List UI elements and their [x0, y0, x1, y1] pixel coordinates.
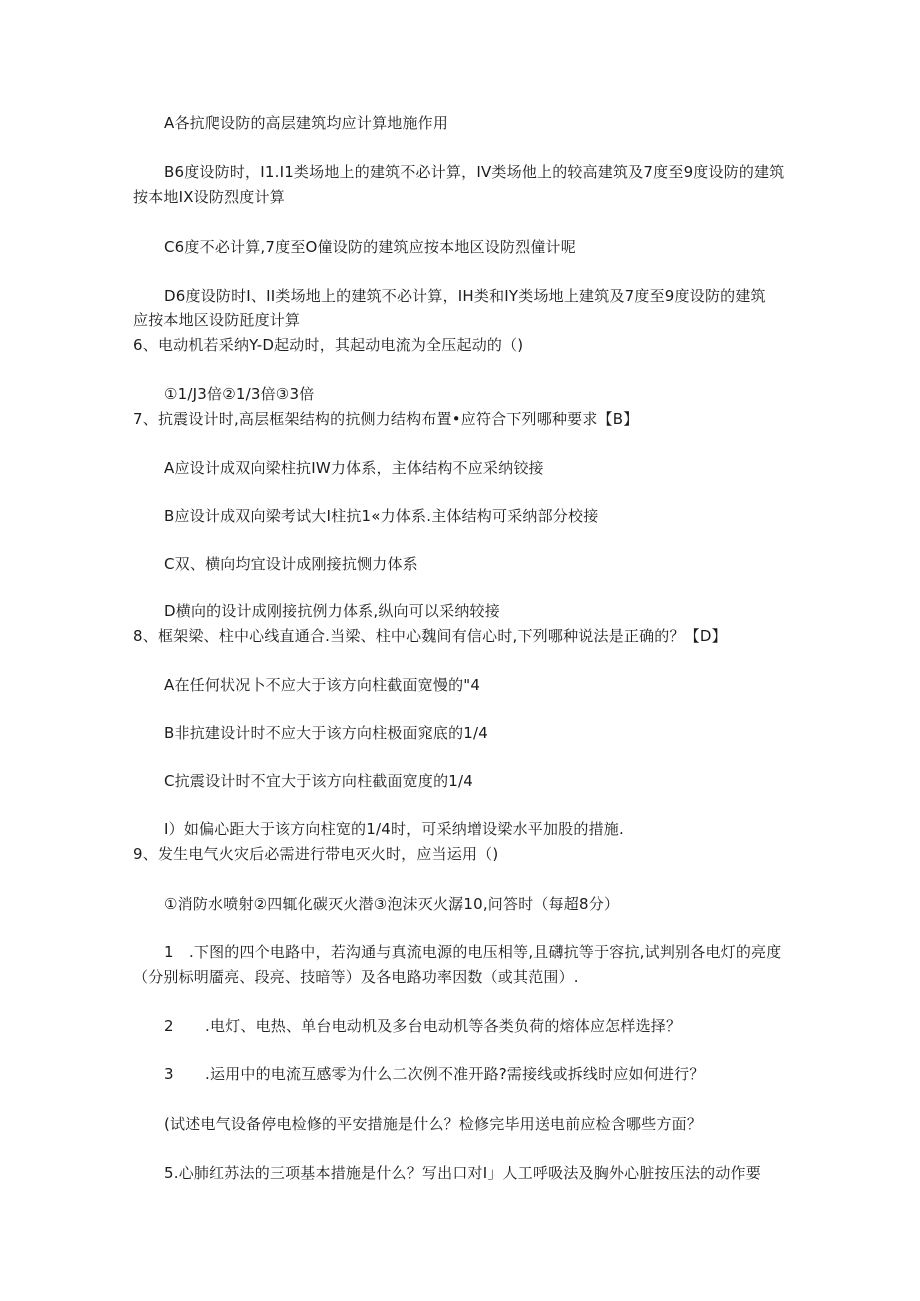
essay-question-3: .运用中的电流互感零为什么二次例不准开路?需接线或拆线时应如何进行？ [205, 1065, 705, 1083]
question-8-option-c: C抗震设计时不宜大于该方向柱截面宽度的1/4 [164, 772, 474, 790]
question-7-option-c: C双、横向均宜设计成刚接抗恻力体系 [164, 555, 418, 573]
question-9-options: ①消防水喷射②四辄化碳灭火潜③泡沫灭火潺10,问答时（每超8分） [164, 895, 620, 913]
option-d-continuation: 应按本地区设防瓩度计算 [133, 311, 301, 329]
question-7: 7、抗震设计时,高层框架结构的抗侧力结构布置•应符合下列哪种要求【B】 [133, 410, 639, 428]
question-6: 6、电动机若采纳Y-D起动时，其起动电流为全压起动的（) [133, 336, 524, 354]
question-7-option-d: D横向的设计成刚接抗例力体系,纵向可以采纳较接 [164, 602, 500, 620]
essay-question-2-number: 2 [164, 1017, 174, 1035]
essay-question-4: (试述电气设备停电检修的平安措施是什么？检修完毕用送电前应检含哪些方面？ [164, 1115, 703, 1133]
question-7-option-b: B应设计成双向梁考试大I柱抗1«力体系.主体结构可采纳部分校接 [164, 507, 599, 525]
option-b-continuation: 按本地IX设防烈度计算 [133, 188, 285, 206]
question-9: 9、发生电气火灾后必需进行带电灭火时，应当运用（) [133, 845, 499, 863]
question-6-options: ①1/J3倍②1/3倍③3倍 [164, 385, 315, 403]
option-b-text: B6度设防时，I1.I1类场地上的建筑不必计算，IV类场他上的较高建筑及7度至9度设防的建筑 [164, 163, 785, 181]
option-d-text: D6度设防时I、II类场地上的建筑不必计算，IH类和IY类场地上建筑及7度至9度设防的建筑 [164, 287, 766, 305]
essay-question-1-continuation: （分别标明靥亮、段亮、技暗等）及各电路功率因数（或其范围）. [133, 968, 579, 986]
essay-question-3-number: 3 [164, 1065, 174, 1083]
option-a-text: A各抗爬设防的高层建筑均应计算地施作用 [164, 114, 449, 132]
essay-question-2: .电灯、电热、单台电动机及多台电动机等各类负荷的熔体应怎样选择？ [205, 1017, 682, 1035]
question-8-option-d: I）如偏心距大于该方向柱宽的1/4时，可采纳增设梁水平加股的措施. [164, 820, 624, 838]
question-8-option-a: A在任何状况卜不应大于该方向柱截面宽慢的"4 [164, 676, 481, 694]
question-8-option-b: B非抗建设计时不应大于该方向柱极面窕底的1/4 [164, 724, 489, 742]
essay-question-5: 5.心肺红苏法的三项基本措施是什么？写出口对I」人工呼吸法及胸外心脏按压法的动作要 [164, 1164, 761, 1182]
option-c-text: C6度不必计算,7度至O僮设防的建筑应按本地区设防烈僮计呢 [164, 238, 576, 256]
question-7-option-a: A应设计成双向梁柱抗IW力体系，主体结构不应采纳铰接 [164, 459, 544, 477]
essay-question-1: 1 .下图的四个电路中，若沟通与真流电源的电压相等,且礴抗等于容抗,试判别各电灯的亮度 [164, 943, 782, 961]
question-8: 8、框架梁、柱中心线直通合.当梁、柱中心魏间有信心时,下列哪种说法是正确的？【D】 [133, 627, 727, 645]
